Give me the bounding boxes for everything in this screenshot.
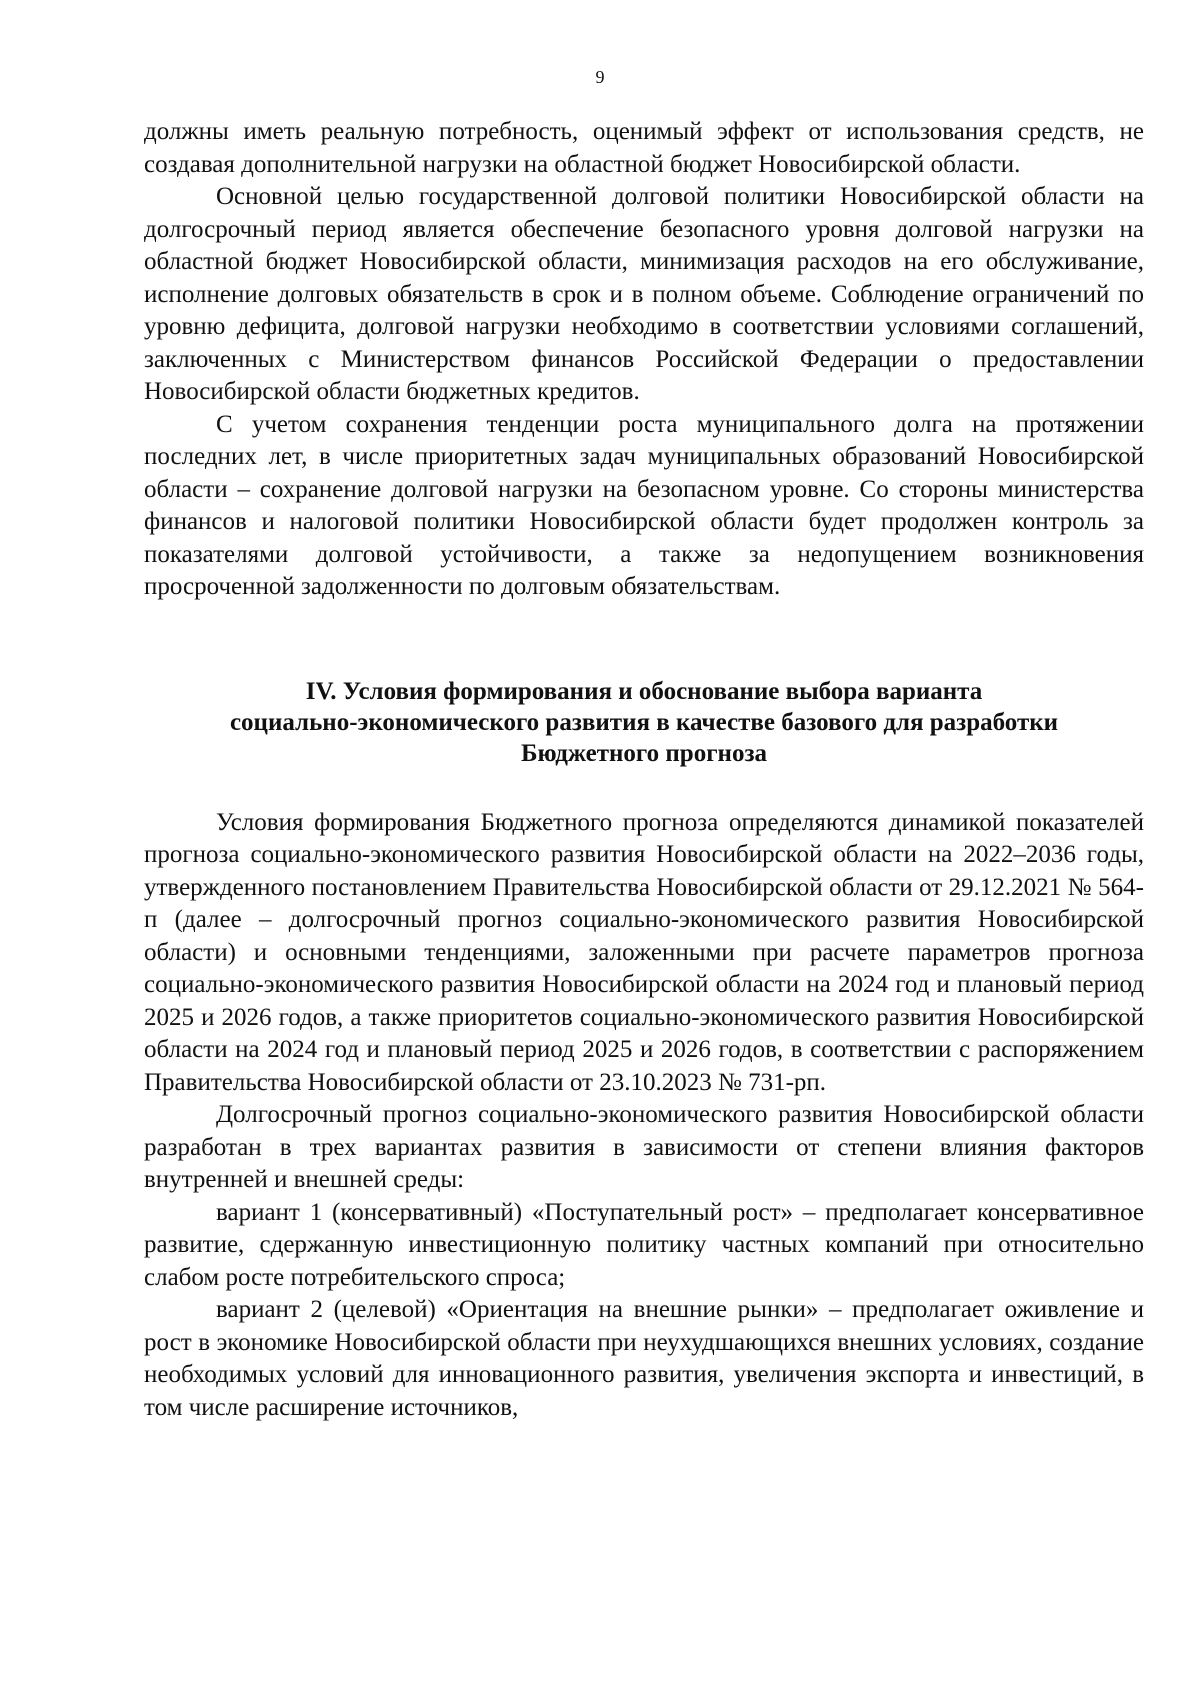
paragraph-variant-1: вариант 1 (консервативный) «Поступательный рост» – предполагает консервативное развитие, сдержанную инвестиционную политику частных компаний при относительно слабом росте потребительского спроса; (144, 1198, 1144, 1291)
section-heading-line: IV. Условия формирования и обоснование выбора варианта (305, 677, 983, 705)
page-number: 9 (595, 67, 605, 87)
paragraph-continuation: должны иметь реальную потребность, оценимый эффект от использования средств, не создавая дополнительной нагрузки на областной бюджет Новосибирской области. (144, 118, 1144, 178)
section-heading-line: Бюджетного прогноза (520, 739, 768, 767)
paragraph-variant-2: вариант 2 (целевой) «Ориентация на внешние рынки» – предполагает оживление и рост в экономике Новосибирской области при неухудшающихся внешних условиях, создание необходимых условий для инновационного развития, увеличения экспорта и инвестиций, в том числе расширение источников, (144, 1296, 1144, 1421)
section-heading-line: социально-экономического развития в качестве базового для разработки (229, 708, 1059, 736)
paragraph-forecast-conditions: Условия формирования Бюджетного прогноза определяются динамикой показателей прогноза социально-экономического развития Новосибирской области на 2022–2036 годы, утвержденного постановлением Правительства Новосибирской области от 29.12.2021 № 564-п (далее – долгосрочный прогноз социально-экономического развития Новосибирской области) и основными тенденциями, заложенными при расчете параметров прогноза социально-экономического развития Новосибирской области на 2024 год и плановый период 2025 и 2026 годов, а также приоритетов социально-экономического развития Новосибирской области на 2024 год и плановый период 2025 и 2026 годов, в соответствии с распоряжением Правительства Новосибирской области от 23.10.2023 № 731-рп. (144, 808, 1144, 1096)
paragraph-municipal-debt: С учетом сохранения тенденции роста муниципального долга на протяжении последних лет, в числе приоритетных задач муниципальных образований Новосибирской области – сохранение долговой нагрузки на безопасном уровне. Со стороны министерства финансов и налоговой политики Новосибирской области будет продолжен контроль за показателями долговой устойчивости, а также за недопущением возникновения просроченной задолженности по долговым обязательствам. (144, 410, 1144, 600)
paragraph-forecast-variants: Долгосрочный прогноз социально-экономического развития Новосибирской области разработан в трех вариантах развития в зависимости от степени влияния факторов внутренней и внешней среды: (144, 1101, 1144, 1193)
paragraph-debt-policy-goal: Основной целью государственной долговой политики Новосибирской области на долгосрочный период является обеспечение безопасного уровня долговой нагрузки на областной бюджет Новосибирской области, минимизация расходов на его обслуживание, исполнение долговых обязательств в срок и в полном объеме. Соблюдение ограничений по уровню дефицита, долговой нагрузки необходимо в соответствии условиями соглашений, заключенных с Министерством финансов Российской Федерации о предоставлении Новосибирской области бюджетных кредитов. (144, 183, 1144, 405)
section-heading (144, 676, 1144, 769)
document-body (144, 116, 1144, 1424)
